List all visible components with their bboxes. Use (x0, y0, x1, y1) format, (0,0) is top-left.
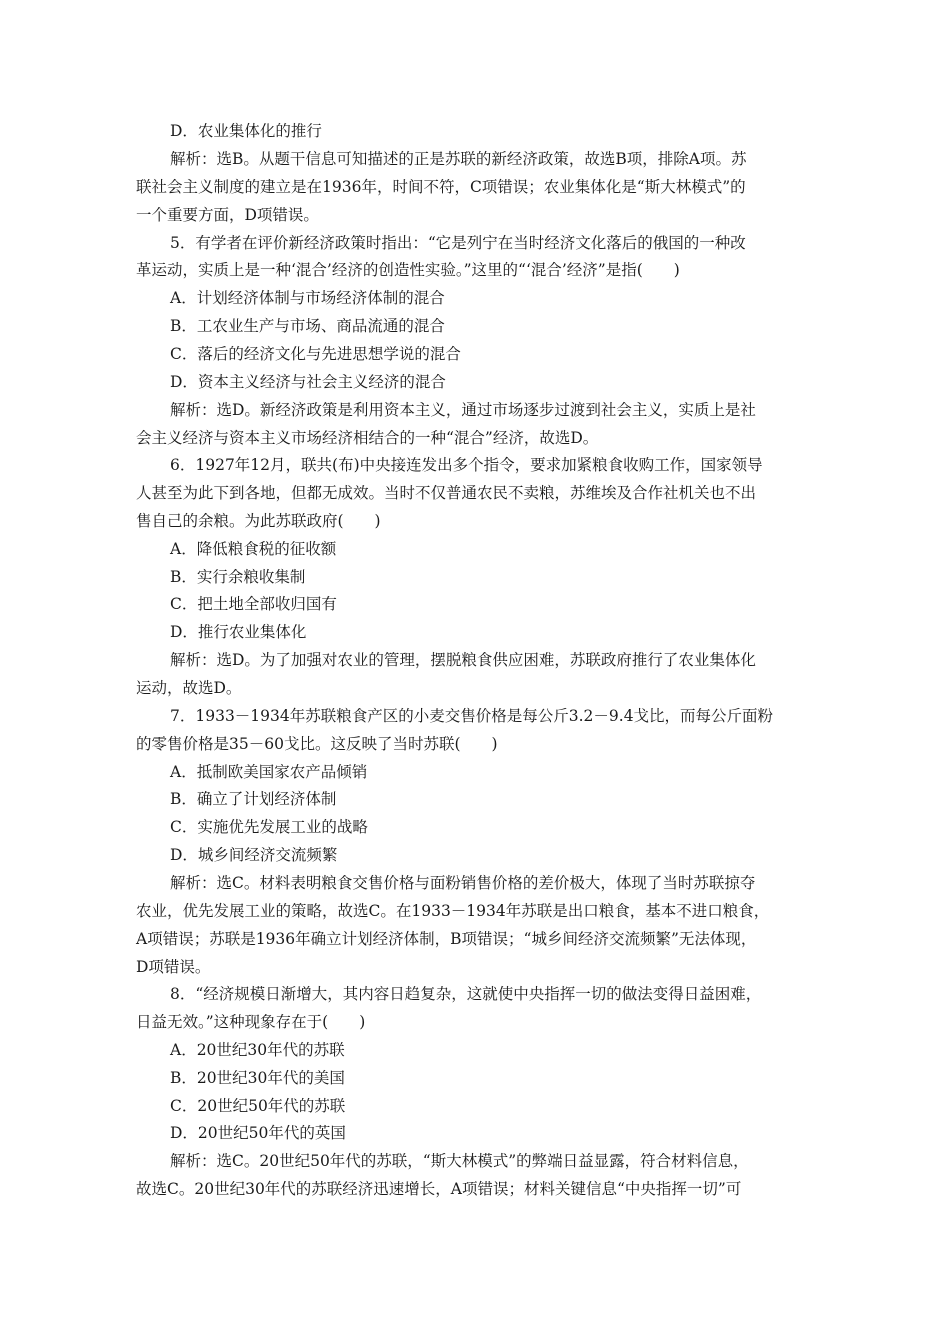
option-a-q7: A．抵制欧美国家农产品倾销 (170, 763, 368, 781)
analysis-q6-line-2: 运动，故选D。 (136, 679, 242, 697)
option-c-q7: C．实施优先发展工业的战略 (170, 818, 368, 836)
option-b-q5: B．工农业生产与市场、商品流通的混合 (170, 317, 445, 335)
analysis-q4-line-3: 一个重要方面，D项错误。 (136, 206, 319, 224)
option-d-q6: D．推行农业集体化 (170, 623, 307, 641)
question-8-line-1: 8．“经济规模日渐增大，其内容日趋复杂，这就使中央指挥一切的做法变得日益困难， (170, 985, 762, 1003)
analysis-q4-line-1: 解析：选B。从题干信息可知描述的正是苏联的新经济政策，故选B项，排除A项。苏 (170, 150, 747, 168)
analysis-q4-line-2: 联社会主义制度的建立是在1936年，时间不符，C项错误；农业集体化是“斯大林模式”的 (136, 178, 746, 196)
option-b-q7: B．确立了计划经济体制 (170, 790, 337, 808)
option-a-q6: A．降低粮食税的征收额 (170, 540, 337, 558)
option-c-q5: C．落后的经济文化与先进思想学说的混合 (170, 345, 461, 363)
analysis-q5-line-1: 解析：选D。新经济政策是利用资本主义，通过市场逐步过渡到社会主义，实质上是社 (170, 401, 756, 419)
analysis-q7-line-1: 解析：选C。材料表明粮食交售价格与面粉销售价格的差价极大，体现了当时苏联掠夺 (170, 874, 756, 892)
question-5-line-2: 革运动，实质上是一种‘混合’经济的创造性实验。”这里的“‘混合’经济”是指( ) (136, 261, 680, 279)
question-7-line-2: 的零售价格是35－60戈比。这反映了当时苏联( ) (136, 735, 498, 753)
question-8-line-2: 日益无效。”这种现象存在于( ) (136, 1013, 366, 1031)
analysis-q7-line-4: D项错误。 (136, 958, 211, 976)
option-c-q8: C．20世纪50年代的苏联 (170, 1097, 346, 1115)
question-7-line-1: 7．1933－1934年苏联粮食产区的小麦交售价格是每公斤3.2－9.4戈比，而每公斤面粉 (170, 707, 774, 725)
question-6-line-2: 人甚至为此下到各地，但都无成效。当时不仅普通农民不卖粮，苏维埃及合作社机关也不出 (136, 484, 757, 502)
analysis-q7-line-3: A项错误；苏联是1936年确立计划经济体制，B项错误；“城乡间经济交流频繁”无法体现， (136, 930, 757, 948)
option-a-q8: A．20世纪30年代的苏联 (170, 1041, 345, 1059)
option-d-q5: D．资本主义经济与社会主义经济的混合 (170, 373, 446, 391)
analysis-q6-line-1: 解析：选D。为了加强对农业的管理，摆脱粮食供应困难，苏联政府推行了农业集体化 (170, 651, 756, 669)
option-d-q8: D．20世纪50年代的英国 (170, 1124, 346, 1142)
analysis-q8-line-2: 故选C。20世纪30年代的苏联经济迅速增长，A项错误；材料关键信息“中央指挥一切”可 (136, 1180, 742, 1198)
question-6-line-1: 6．1927年12月，联共(布)中央接连发出多个指令，要求加紧粮食收购工作，国家领导 (170, 456, 763, 474)
option-b-q6: B．实行余粮收集制 (170, 568, 306, 586)
option-c-q6: C．把土地全部收归国有 (170, 595, 337, 613)
option-b-q8: B．20世纪30年代的美国 (170, 1069, 345, 1087)
analysis-q5-line-2: 会主义经济与资本主义市场经济相结合的一种“混合”经济，故选D。 (136, 429, 599, 447)
analysis-q8-line-1: 解析：选C。20世纪50年代的苏联，“斯大林模式”的弊端日益显露，符合材料信息， (170, 1152, 749, 1170)
question-6-line-3: 售自己的余粮。为此苏联政府( ) (136, 512, 381, 530)
option-d-q4: D．农业集体化的推行 (170, 122, 322, 140)
option-a-q5: A．计划经济体制与市场经济体制的混合 (170, 289, 445, 307)
option-d-q7: D．城乡间经济交流频繁 (170, 846, 338, 864)
question-5-line-1: 5．有学者在评价新经济政策时指出：“它是列宁在当时经济文化落后的俄国的一种改 (170, 234, 746, 252)
analysis-q7-line-2: 农业，优先发展工业的策略，故选C。在1933－1934年苏联是出口粮食，基本不进口粮食， (136, 902, 770, 920)
